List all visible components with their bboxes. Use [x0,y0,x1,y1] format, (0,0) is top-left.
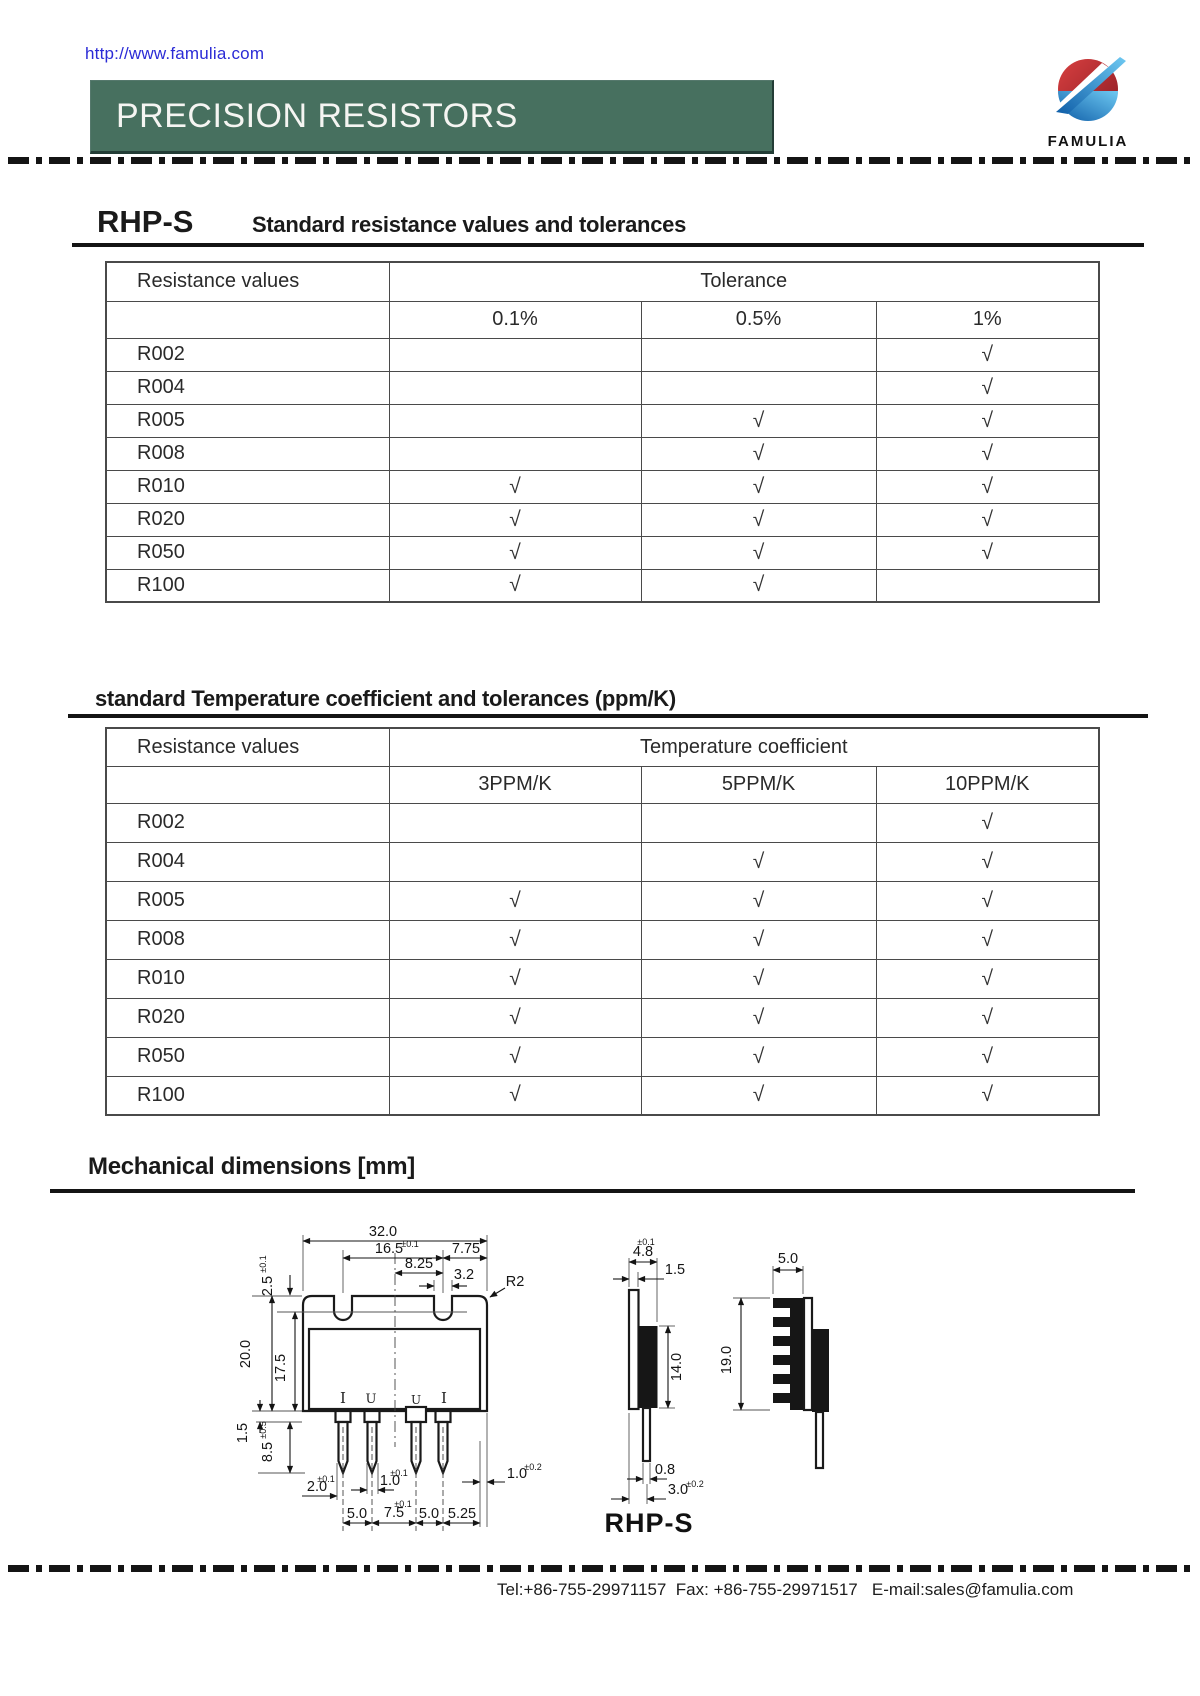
table-row [106,842,1099,881]
cell-check: √ [389,569,641,602]
cell-check: √ [641,437,876,470]
cell-check: √ [641,959,876,998]
table-row [106,503,1099,536]
cell-check: √ [876,536,1099,569]
dim-center-to-notch: 8.25 [404,1256,434,1272]
cell-check: √ [641,569,876,602]
column-header: 1% [876,301,1099,338]
cell-check: √ [641,842,876,881]
dim-pitch-d: 5.25 [447,1506,477,1522]
dim-plate-offset: 1.5 [664,1262,686,1278]
logo-mark-icon [1018,50,1158,128]
heatsink-spine [790,1298,804,1410]
front-view [235,1224,542,1531]
cell-resistance-value: R020 [106,998,389,1037]
dash-dot-divider [8,157,1192,164]
dim-pin-length-tol: ±0.5 [258,1421,268,1439]
cell-check: √ [876,920,1099,959]
heading-rule [50,1189,1135,1193]
dim-corner-radius: R2 [505,1274,525,1290]
dim-pin-offset-tol: ±0.2 [686,1479,704,1489]
heatsink-view [719,1251,829,1468]
dim-side-width: 4.8 [632,1244,654,1260]
cell-resistance-value: R005 [106,404,389,437]
dim-pitch-a: 5.0 [346,1506,368,1522]
cell-check: √ [641,404,876,437]
dim-notch-depth-tol: ±0.1 [258,1255,268,1273]
dim-notch-depth: 2.5 [260,1275,276,1297]
cell-check: √ [876,803,1099,842]
heading-rule [72,243,1144,247]
cell-check: √ [389,881,641,920]
banner-title: PRECISION RESISTORS [116,96,518,135]
cell-check: √ [389,536,641,569]
model-heading: RHP-S [97,204,194,239]
cell-resistance-value: R020 [106,503,389,536]
heatsink-fin [773,1374,790,1384]
empty-cell [106,301,389,338]
cell-check: √ [876,437,1099,470]
dim-side-width-tol: ±0.1 [637,1237,655,1247]
drawing-model-label: RHP-S [604,1508,694,1538]
pin-label-2: U [365,1392,377,1407]
dash-dot-divider [8,1565,1192,1572]
cell-check: √ [641,470,876,503]
cell-check: √ [876,404,1099,437]
pin-shoulder [336,1411,351,1422]
table-row [106,371,1099,404]
dim-pitch-c: 5.0 [418,1506,440,1522]
pin-label-1: I [340,1389,346,1407]
cell-resistance-value: R002 [106,338,389,371]
cell-check [389,371,641,404]
dim-pitch-b: 7.5 [383,1505,405,1521]
table-row [106,920,1099,959]
side-pin [643,1408,650,1461]
dim-edge-to-notch: 7.75 [451,1241,481,1257]
dim-pin1-width-tol: ±0.1 [317,1474,335,1484]
group-header-cell: Temperature coefficient [389,728,1099,766]
heatsink-fin [773,1393,790,1403]
cell-check: √ [641,536,876,569]
cell-resistance-value: R008 [106,920,389,959]
tolerance-section-title: Standard resistance values and tolerances [252,212,687,237]
cell-resistance-value: R050 [106,1037,389,1076]
pin-shoulder [365,1411,380,1422]
table-row [106,803,1099,842]
cell-resistance-value: R050 [106,536,389,569]
row-header-cell: Resistance values [106,728,389,766]
mechanical-drawing [0,1195,1200,1570]
dim-pin4-width-tol: ±0.2 [524,1462,542,1472]
cell-check: √ [876,1037,1099,1076]
contact-footer: Tel:+86-755-29971157 Fax: +86-755-29971517 E-mail:sales@famulia.com [497,1580,1074,1599]
dim-body-height: 17.5 [273,1353,289,1383]
column-header: 10PPM/K [876,766,1099,803]
cell-resistance-value: R100 [106,1076,389,1115]
table-row [106,338,1099,371]
heading-rule [68,714,1148,718]
cell-resistance-value: R010 [106,470,389,503]
cell-check: √ [389,1037,641,1076]
cell-check: √ [876,371,1099,404]
cell-resistance-value: R002 [106,803,389,842]
dim-pin-length: 8.5 [260,1441,276,1463]
pin-shoulder [436,1411,451,1422]
cell-check: √ [641,1037,876,1076]
table-subheader-row [106,766,1099,803]
table-row [106,536,1099,569]
cell-check [389,437,641,470]
cell-check [389,404,641,437]
group-header-cell: Tolerance [389,262,1099,301]
cell-check [641,803,876,842]
dim-heatsink-height: 19.0 [719,1345,735,1375]
mechanical-section-title: Mechanical dimensions [mm] [88,1153,415,1180]
cell-check [389,842,641,881]
cell-check [876,569,1099,602]
cell-check: √ [389,959,641,998]
cell-check: √ [389,1076,641,1115]
cell-check: √ [641,503,876,536]
tolerance-table [105,261,1100,603]
column-header: 0.1% [389,301,641,338]
cell-check: √ [641,998,876,1037]
package-face [309,1329,480,1409]
dim-pin4-width: 1.0 [506,1466,528,1482]
table-row [106,569,1099,602]
cell-check: √ [876,470,1099,503]
cell-check: √ [389,998,641,1037]
cell-check: √ [876,881,1099,920]
tempco-section-title: standard Temperature coefficient and tolerances (ppm/K) [95,686,676,711]
cell-resistance-value: R004 [106,842,389,881]
cell-check [389,338,641,371]
dim-pin-offset: 3.0 [667,1482,689,1498]
heatsink-fin [773,1298,790,1308]
cell-check: √ [876,1076,1099,1115]
dim-notch-width: 3.2 [453,1267,475,1283]
table-row [106,1076,1099,1115]
cell-resistance-value: R100 [106,569,389,602]
column-header: 5PPM/K [641,766,876,803]
dim-pin2-width-tol: ±0.1 [390,1468,408,1478]
table-subheader-row [106,301,1099,338]
cell-check: √ [389,470,641,503]
dim-notch-span-tol: ±0.1 [401,1239,419,1249]
cell-check: √ [876,959,1099,998]
dim-pin-thickness: 0.8 [654,1462,676,1478]
heatsink-fin [773,1317,790,1327]
dim-pitch-b-tol: ±0.1 [394,1499,412,1509]
ceramic-plate [629,1290,639,1409]
table-row [106,437,1099,470]
cell-check: √ [876,998,1099,1037]
side-pin [816,1412,823,1468]
pin-shoulder [406,1407,426,1422]
company-logo [1018,50,1158,150]
pin-label-4: I [441,1389,447,1407]
heatsink-fin [773,1336,790,1346]
cell-resistance-value: R005 [106,881,389,920]
dim-notch-span: 16.5 [374,1241,404,1257]
table-row [106,1037,1099,1076]
cell-check: √ [389,920,641,959]
cell-resistance-value: R004 [106,371,389,404]
resistor-body [812,1329,829,1412]
cell-resistance-value: R008 [106,437,389,470]
table-row [106,404,1099,437]
table-row [106,959,1099,998]
website-url-link[interactable]: http://www.famulia.com [85,44,265,63]
cell-check [389,803,641,842]
table-header-row [106,728,1099,766]
table-header-row [106,262,1099,301]
cell-check: √ [641,881,876,920]
dim-heatsink-width: 5.0 [777,1251,799,1267]
row-header-cell: Resistance values [106,262,389,301]
corner-radius-leader [490,1288,505,1297]
table-row [106,470,1099,503]
column-header: 0.5% [641,301,876,338]
dim-pin2-width: 1.0 [379,1473,401,1489]
dim-pin1-width: 2.0 [306,1479,328,1495]
table-row [106,881,1099,920]
cell-check: √ [876,338,1099,371]
dim-total-height: 20.0 [238,1339,254,1369]
page-banner [90,80,774,154]
dim-shoulder-height: 1.5 [235,1422,251,1444]
ceramic-plate [804,1298,812,1410]
cell-resistance-value: R010 [106,959,389,998]
cell-check: √ [876,503,1099,536]
cell-check [641,338,876,371]
cell-check: √ [389,503,641,536]
table-row [106,998,1099,1037]
cell-check [641,371,876,404]
column-header: 3PPM/K [389,766,641,803]
dim-side-body-height: 14.0 [669,1352,685,1382]
dim-total-width: 32.0 [368,1224,398,1240]
resistor-body [639,1326,658,1408]
tempco-table [105,727,1100,1116]
cell-check: √ [641,1076,876,1115]
cell-check: √ [641,920,876,959]
logo-wordmark: FAMULIA [1047,133,1129,150]
heatsink-fin [773,1355,790,1365]
pin-label-3: U [410,1393,422,1407]
empty-cell [106,766,389,803]
cell-check: √ [876,842,1099,881]
side-view [611,1237,704,1504]
